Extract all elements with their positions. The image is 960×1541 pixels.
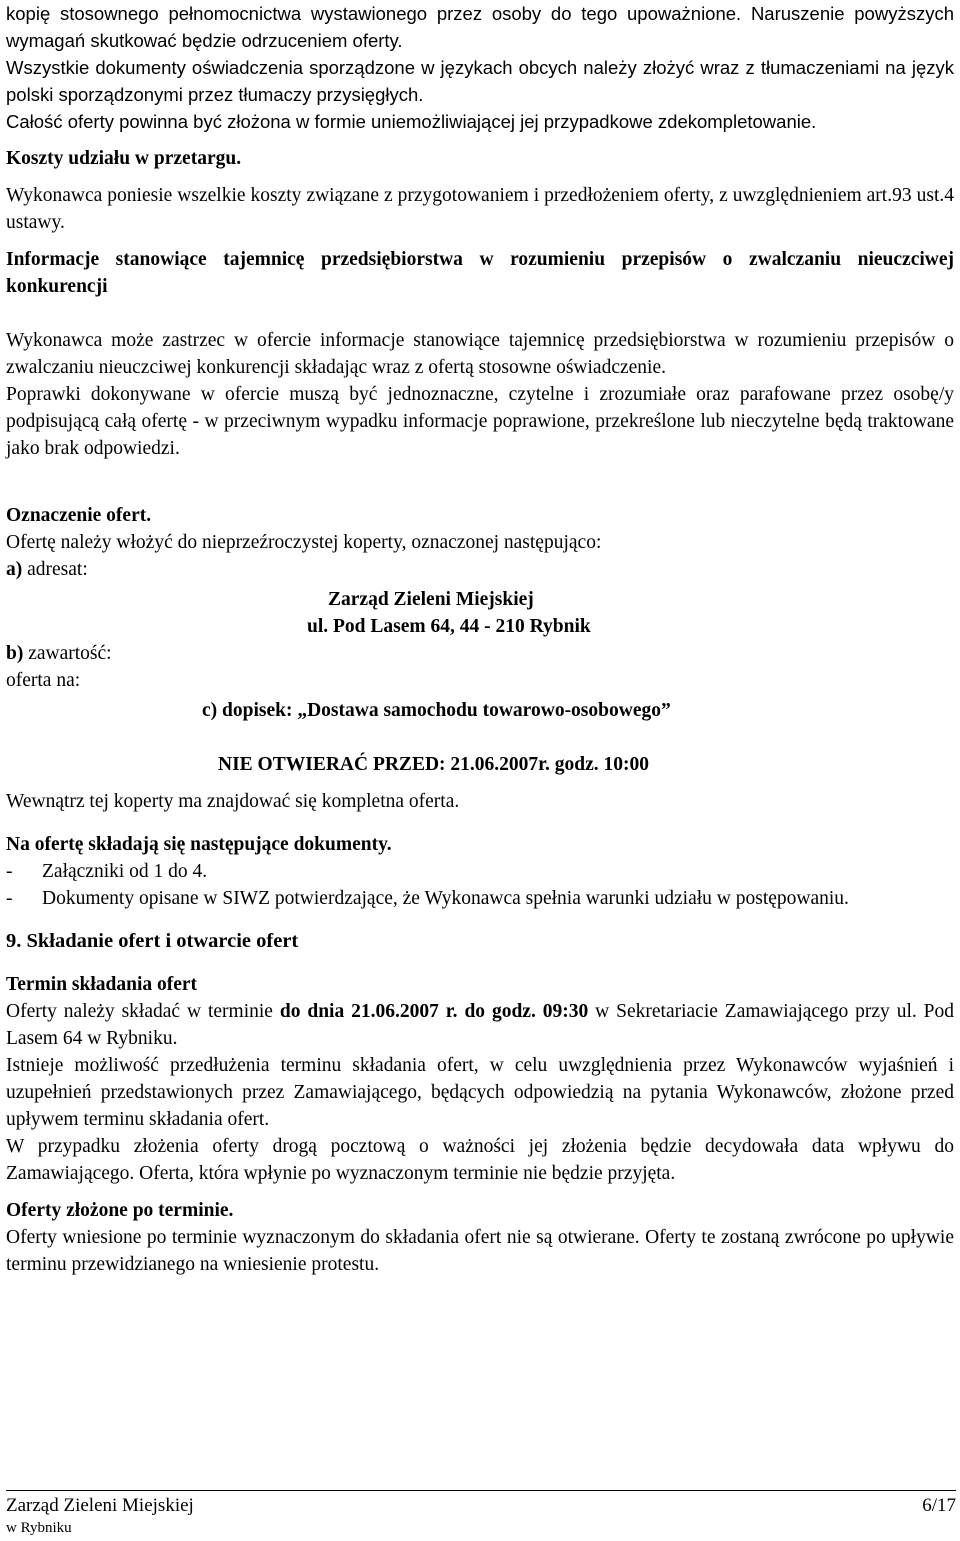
marking-heading: Oznaczenie ofert. [6,505,152,526]
list-item: - Dokumenty opisane w SIWZ potwierdzające, że Wykonawca spełnia warunki udziału w postępowaniu. [6,888,849,909]
do-not-open-line: NIE OTWIERAĆ PRZED: 21.06.2007r. godz. 10:00 [218,754,650,775]
intro-line-3: Całość oferty powinna być złożona w formie uniemożliwiającej jej przypadkowe zdekompletowanie. [6,111,817,132]
addressee-label: a) adresat: [6,559,88,580]
marking-text: Ofertę należy włożyć do nieprzeźroczystej koperty, oznaczonej następująco: [6,532,602,553]
contents-label: b) zawartość: [6,643,112,664]
footer-org: Zarząd Zieleni Miejskiej [6,1495,194,1516]
intro-line-1: kopię stosownego pełnomocnictwa wystawionego przez osoby do tego upoważnione. Naruszenie powyższych wymagań skutkować będzie odrzuceniem oferty. [6,3,954,51]
extension-text: Istnieje możliwość przedłużenia terminu składania ofert, w celu uwzględnienia przez Wykonawców wyjaśnień i uzupełnień przedstawionych przez Zamawiającego, będących odpowiedzią na pytania Wykonawców, złożone przed upływem terminu składania ofert. [6,1055,954,1130]
secrets-text-1: Wykonawca może zastrzec w ofercie informacje stanowiące tajemnicę przedsiębiorstwa w rozumieniu przepisów o zwalczaniu nieuczciwej konkurencji składając wraz z ofertą stosowne oświadczenie. [6,330,954,378]
late-text: Oferty wniesione po terminie wyznaczonym do składania ofert nie są otwierane. Oferty te zostaną zwrócone po upływie terminu przewidzianego na wniesienie protestu. [6,1227,954,1275]
page-number: 6/17 [922,1495,956,1516]
offer-for-label: oferta na: [6,670,81,691]
page-footer [6,1490,956,1538]
secrets-text-2: Poprawki dokonywane w ofercie muszą być jednoznaczne, czytelne i zrozumiałe oraz parafowane przez osobę/y podpisującą całą ofertę - w przeciwnym wypadku informacje poprawione, przekreślone lub nieczytelne będą traktowane jako brak odpowiedzi. [6,384,954,459]
costs-text: Wykonawca poniesie wszelkie koszty związane z przygotowaniem i przedłożeniem oferty, z uwzględnieniem art.93 ust.4 ustawy. [6,185,954,233]
intro-line-2: Wszystkie dokumenty oświadczenia sporządzone w językach obcych należy złożyć wraz z tłumaczeniami na język polski sporządzonymi przez tłumaczy przysięgłych. [6,57,954,105]
late-heading: Oferty złożone po terminie. [6,1200,234,1221]
list-item: - Załączniki od 1 do 4. [6,861,208,882]
inside-envelope-text: Wewnątrz tej koperty ma znajdować się kompletna oferta. [6,791,460,812]
costs-heading: Koszty udziału w przetargu. [6,148,242,169]
mail-text: W przypadku złożenia oferty drogą pocztową o ważności jej złożenia będzie decydowała data wpływu do Zamawiającego. Oferta, która wpłynie po wyznaczonym terminie nie będzie przyjęta. [6,1136,954,1184]
deadline-text: Oferty należy składać w terminie do dnia 21.06.2007 r. do godz. 09:30 w Sekretariacie Zamawiającego przy ul. Pod Lasem 64 w Rybniku. [6,1001,955,1049]
dopisek-line: c) dopisek: „Dostawa samochodu towarowo-osobowego” [202,700,671,721]
address-line-1: Zarząd Zieleni Miejskiej [328,589,534,610]
footer-divider [6,1490,956,1491]
documents-heading: Na ofertę składają się następujące dokumenty. [6,834,392,855]
secrets-heading: Informacje stanowiące tajemnicę przedsiębiorstwa w rozumieniu przepisów o zwalczaniu nieuczciwej konkurencji [6,249,954,297]
section-9-heading: 9. Składanie ofert i otwarcie ofert [6,930,299,952]
document-body [6,0,954,1278]
deadline-heading: Termin składania ofert [6,974,198,995]
footer-city: w Rybniku [6,1520,72,1536]
address-line-2: ul. Pod Lasem 64, 44 - 210 Rybnik [307,616,591,637]
